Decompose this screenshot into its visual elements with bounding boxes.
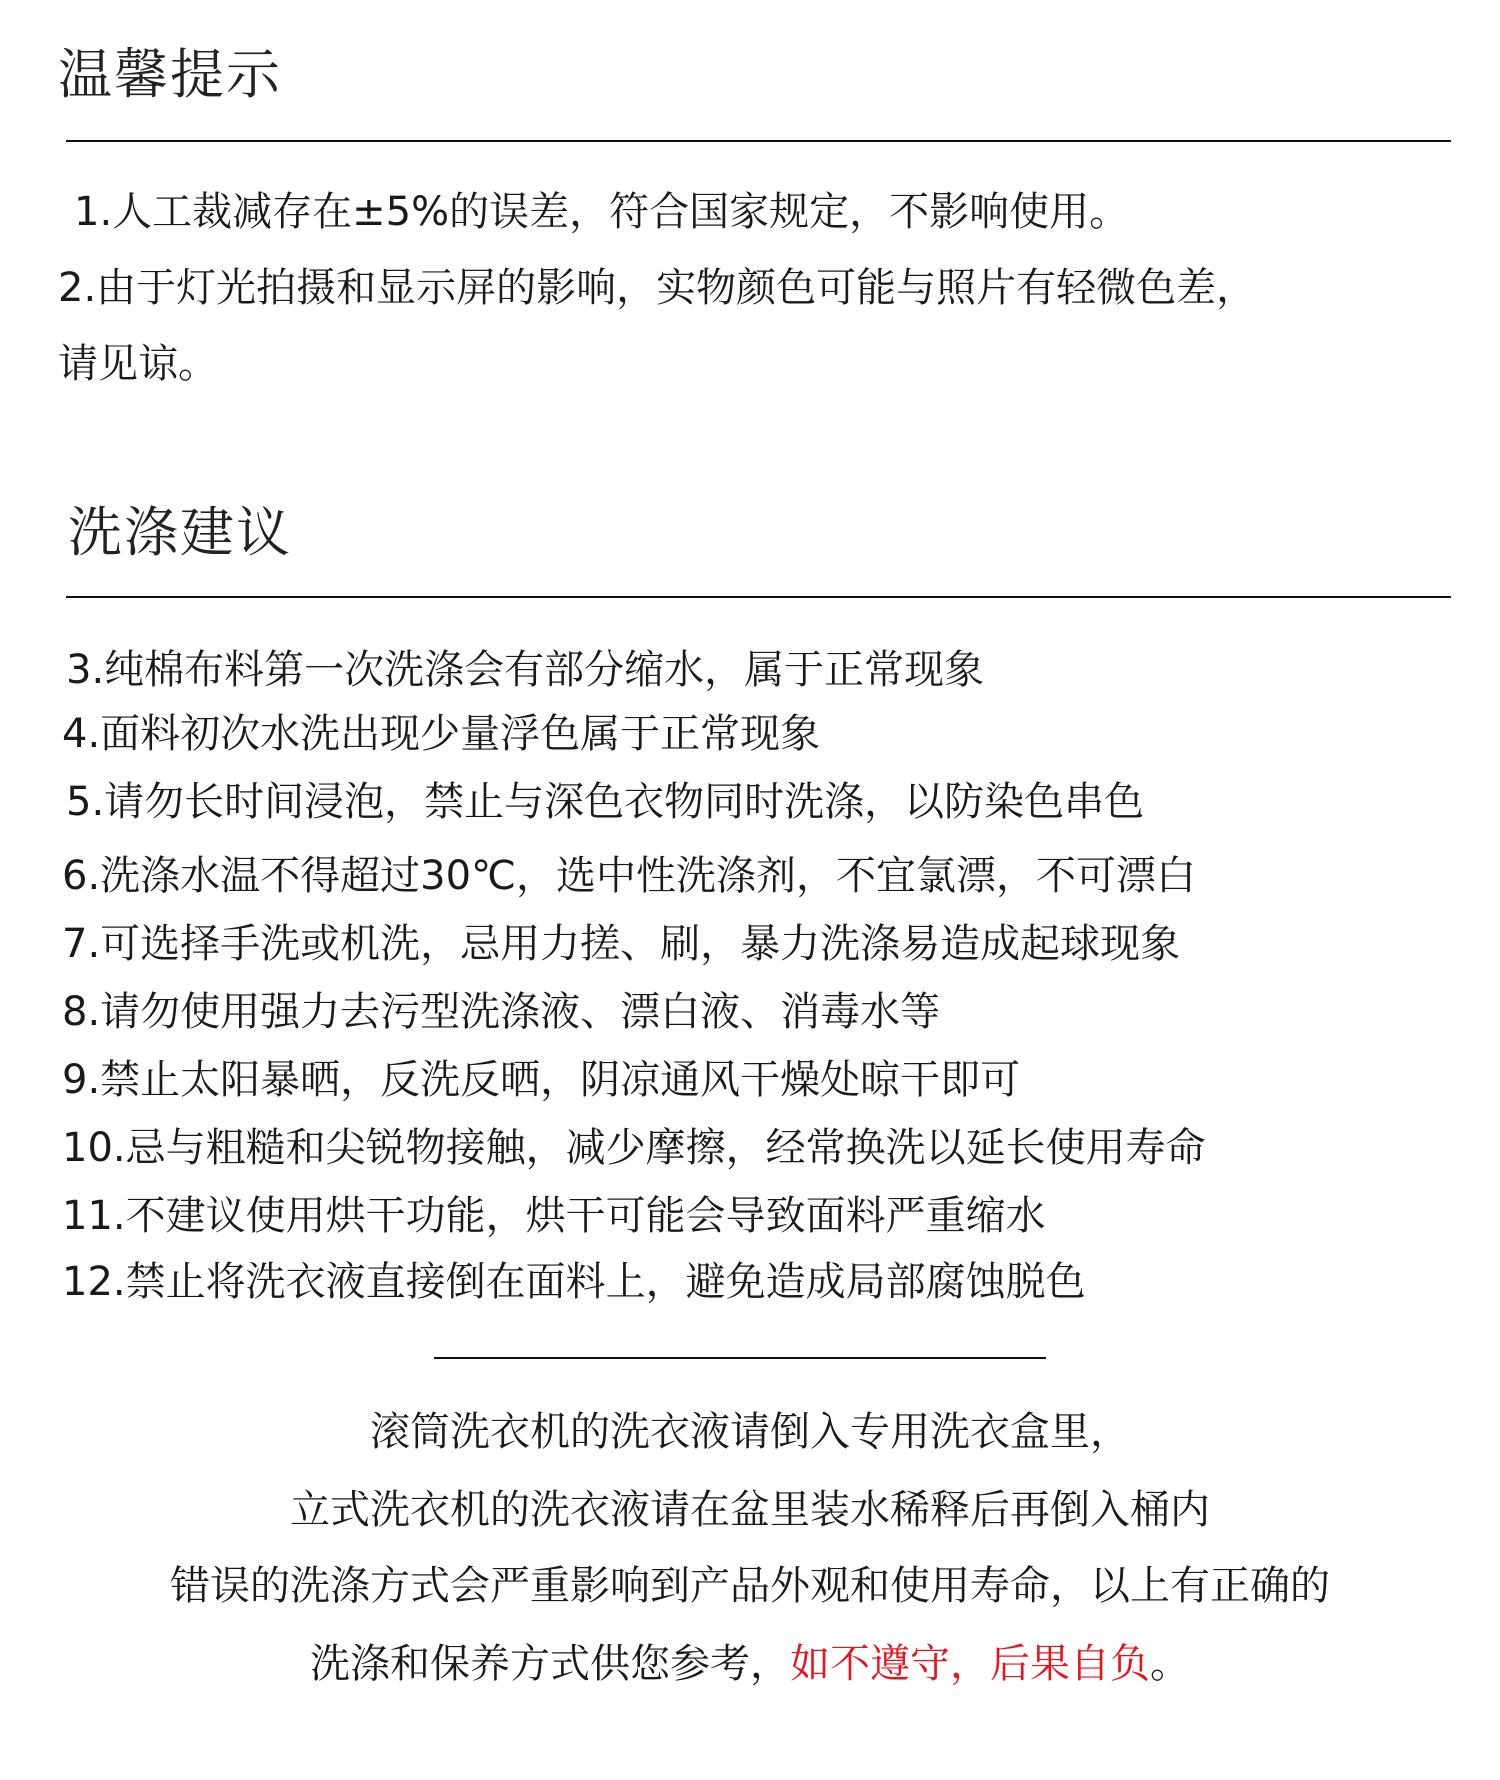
- notice-divider: [434, 1357, 1046, 1359]
- tips-divider: [66, 140, 1451, 142]
- washing-heading: 洗涤建议: [68, 501, 292, 564]
- notice-line-4-prefix: 洗涤和保养方式供您参考，: [310, 1641, 790, 1687]
- notice-line-4-suffix: 。: [1150, 1641, 1190, 1687]
- washing-item-4: 4.面料初次水洗出现少量浮色属于正常现象: [62, 711, 821, 757]
- washing-item-12: 12.禁止将洗衣液直接倒在面料上，避免造成局部腐蚀脱色: [62, 1259, 1086, 1305]
- tips-item-2: 2.由于灯光拍摄和显示屏的影响，实物颜色可能与照片有轻微色差，: [58, 265, 1257, 311]
- notice-line-1: 滚筒洗衣机的洗衣液请倒入专用洗衣盒里，: [370, 1409, 1130, 1455]
- washing-divider: [66, 596, 1451, 598]
- washing-item-9: 9.禁止太阳暴晒，反洗反晒，阴凉通风干燥处晾干即可: [62, 1057, 1021, 1103]
- warning-text: 如不遵守，后果自负: [790, 1641, 1150, 1687]
- tips-item-2-continued: 请见谅。: [58, 341, 218, 387]
- notice-line-3: 错误的洗涤方式会严重影响到产品外观和使用寿命，以上有正确的: [170, 1563, 1330, 1609]
- tips-item-1: 1.人工裁减存在±5%的误差，符合国家规定，不影响使用。: [74, 189, 1130, 235]
- notice-line-4: [0, 1641, 1500, 1687]
- washing-item-7: 7.可选择手洗或机洗，忌用力搓、刷，暴力洗涤易造成起球现象: [62, 921, 1181, 967]
- washing-item-11: 11.不建议使用烘干功能，烘干可能会导致面料严重缩水: [62, 1193, 1046, 1239]
- washing-item-10: 10.忌与粗糙和尖锐物接触，减少摩擦，经常换洗以延长使用寿命: [62, 1125, 1206, 1171]
- notice-line-2: 立式洗衣机的洗衣液请在盆里装水稀释后再倒入桶内: [290, 1487, 1210, 1533]
- washing-item-8: 8.请勿使用强力去污型洗涤液、漂白液、消毒水等: [62, 989, 941, 1035]
- washing-item-5: 5.请勿长时间浸泡，禁止与深色衣物同时洗涤，以防染色串色: [66, 779, 1145, 825]
- washing-item-6: 6.洗涤水温不得超过30℃，选中性洗涤剂，不宜氯漂，不可漂白: [62, 853, 1196, 899]
- tips-heading: 温馨提示: [58, 43, 282, 106]
- washing-item-3: 3.纯棉布料第一次洗涤会有部分缩水，属于正常现象: [66, 647, 985, 693]
